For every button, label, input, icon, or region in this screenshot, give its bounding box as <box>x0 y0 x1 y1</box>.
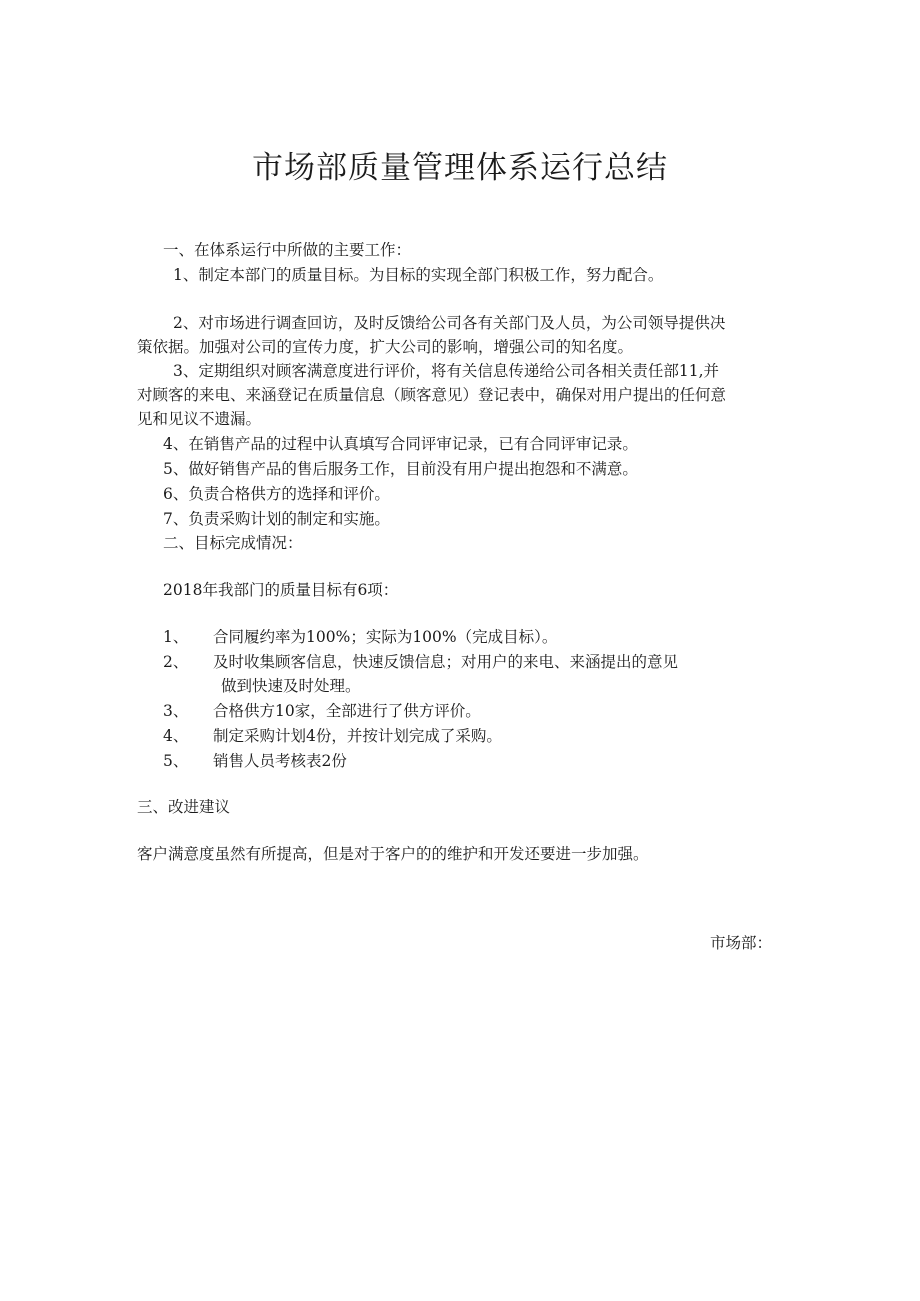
goal-number: 4、 <box>163 727 189 745</box>
section2-heading: 二、目标完成情况： <box>163 534 303 552</box>
section3-text: 客户满意度虽然有所提高，但是对于客户的的维护和开发还要进一步加强。 <box>137 845 649 863</box>
section3-heading: 三、改进建议 <box>137 798 231 816</box>
section1-item-1: 1、制定本部门的质量目标。为目标的实现全部门积极工作，努力配合。 <box>173 266 664 284</box>
goal-item-1 <box>163 627 557 647</box>
goal-number: 1、 <box>163 628 189 646</box>
goal-item-2 <box>163 652 678 672</box>
section2-intro: 2018年我部门的质量目标有6项： <box>163 581 399 599</box>
section1-item-4: 4、在销售产品的过程中认真填写合同评审记录，已有合同评审记录。 <box>163 435 638 453</box>
section1-item-5: 5、做好销售产品的售后服务工作，目前没有用户提出抱怨和不满意。 <box>163 460 638 478</box>
goal-number: 3、 <box>163 702 189 720</box>
goal-number: 5、 <box>163 752 189 770</box>
section1-item-2-line1: 2、对市场进行调查回访，及时反馈给公司各有关部门及人员，为公司领导提供决 <box>173 314 726 332</box>
section1-item-3-line2: 对顾客的来电、来涵登记在质量信息（顾客意见）登记表中，确保对用户提出的任何意 <box>137 386 727 404</box>
goal-text: 合同履约率为100%；实际为100%（完成目标）。 <box>213 628 558 646</box>
section1-item-7: 7、负责采购计划的制定和实施。 <box>163 510 390 528</box>
section1-item-3-line3: 见和见议不遗漏。 <box>137 410 262 428</box>
goal-text: 及时收集顾客信息，快速反馈信息；对用户的来电、来涵提出的意见 <box>213 653 679 671</box>
section1-item-2-line2: 策依据。加强对公司的宣传力度，扩大公司的影响，增强公司的知名度。 <box>137 338 634 356</box>
section1-heading: 一、在体系运行中所做的主要工作： <box>163 241 412 259</box>
goal-text: 制定采购计划4份，并按计划完成了采购。 <box>213 727 502 745</box>
goal-text: 销售人员考核表2份 <box>213 752 347 770</box>
goal-item-4 <box>163 726 502 746</box>
goal-text: 合格供方10家，全部进行了供方评价。 <box>213 702 481 720</box>
goal-item-5 <box>163 751 347 771</box>
section1-item-6: 6、负责合格供方的选择和评价。 <box>163 485 390 503</box>
goal-number: 2、 <box>163 653 189 671</box>
goal-item-2-continuation: 做到快速及时处理。 <box>221 677 361 695</box>
document-title: 市场部质量管理体系运行总结 <box>252 150 668 186</box>
section1-item-3-line1: 3、定期组织对顾客满意度进行评价，将有关信息传递给公司各相关责任部11,并 <box>173 362 720 380</box>
goal-item-3 <box>163 701 481 721</box>
signature-department: 市场部： <box>710 933 773 952</box>
